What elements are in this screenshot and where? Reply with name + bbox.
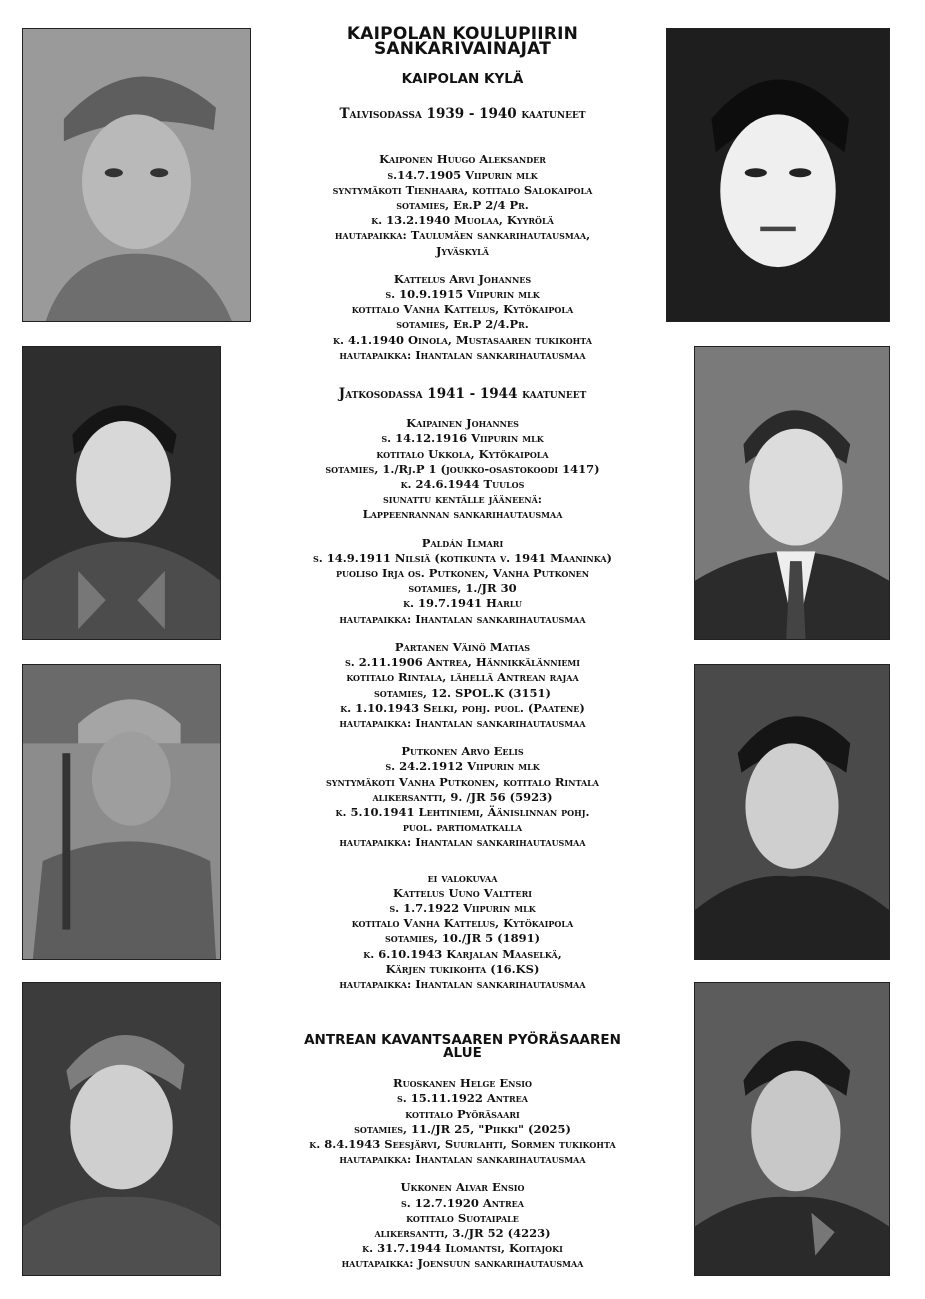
portrait-photo-1 [22,28,251,322]
entry-line: puol. partiomatkalla [402,820,523,835]
section-antrea-line-1: ANTREAN KAVANTSAAREN PYÖRÄSAAREN [304,1032,621,1049]
entry-line: sotamies, 10./JR 5 (1891) [384,931,541,946]
entry-line: k. 19.7.1941 Harlu [403,596,522,611]
entry-kattelus-arvi [250,272,675,363]
entry-line: Kattelus Arvi Johannes [393,271,532,286]
entry-line: k. 13.2.1940 Muolaa, Kyyrölä [371,213,554,228]
section-antrea-line-2: ALUE [443,1045,482,1062]
entry-line: siunattu kentälle jääneenä: [382,492,543,507]
entry-line: puoliso Irja os. Putkonen, Vanha Putkonen [335,566,590,581]
entry-line: s. 14.12.1916 Viipurin mlk [381,431,544,446]
entry-line: s. 14.9.1911 Nilsiä (kotikunta v. 1941 Maaninka) [313,550,612,565]
entry-line: kotitalo Ukkola, Kytökaipola [376,446,549,461]
entry-line: sotamies, 11./JR 25, "Piikki" (2025) [354,1121,571,1136]
entry-line: k. 8.4.1943 Seesjärvi, Suurlahti, Sormen tukikohta [309,1136,616,1151]
entry-line: k. 5.10.1941 Lehtiniemi, Äänislinnan pohj. [335,804,590,819]
entry-line: kotitalo Suotaipale [406,1210,519,1225]
entry-partanen [250,640,675,731]
portrait-photo-6 [694,664,890,960]
entry-line: sotamies, Er.P 2/4 Pr. [396,198,529,213]
entry-line: Paldán Ilmari [421,535,504,550]
village-heading: KAIPOLAN KYLÄ [401,71,524,87]
entry-kattelus-uuno [250,871,675,993]
entry-line: hautapaikka: Ihantalan sankarihautausmaa [339,347,586,362]
entry-line: hautapaikka: Ihantalan sankarihautausmaa [339,715,586,730]
entry-line: k. 24.6.1944 Tuulos [400,477,525,492]
entry-line: syntymäkoti Vanha Putkonen, kotitalo Rintala [325,774,600,789]
page-title [250,24,675,59]
entry-putkonen [250,744,675,850]
entry-line: Kärjen tukikohta (16.KS) [385,961,540,976]
entry-line: sotamies, 12. SPOL.K (3151) [374,685,551,700]
entry-line: Ukkonen Alvar Ensio [400,1180,525,1195]
portrait-photo-2 [666,28,890,322]
no-photo-note: ei valokuvaa [427,870,498,885]
entry-line: Partanen Väinö Matias [394,639,531,654]
entry-line: sotamies, 1./JR 30 [408,581,517,596]
section-winter-war: Talvisodassa 1939 - 1940 kaatuneet [339,106,586,123]
portrait-photo-7 [22,982,221,1276]
entry-line: hautapaikka: Ihantalan sankarihautausmaa [339,835,586,850]
entry-line: hautapaikka: Joensuun sankarihautausmaa [341,1256,584,1271]
entry-line: Lappeenrannan sankarihautausmaa [362,507,563,522]
entry-line: hautapaikka: Ihantalan sankarihautausmaa [339,976,586,991]
entry-line: s.14.7.1905 Viipurin mlk [387,167,538,182]
entry-paldan [250,536,675,627]
portrait-photo-8 [694,982,890,1276]
entry-line: s. 24.2.1912 Viipurin mlk [385,759,540,774]
entry-line: k. 6.10.1943 Karjalan Maaselkä, [363,946,562,961]
entry-line: alikersantti, 3./JR 52 (4223) [374,1225,551,1240]
entry-line: hautapaikka: Ihantalan sankarihautausmaa [339,611,586,626]
entry-line: k. 31.7.1944 Ilomantsi, Koitajoki [362,1241,563,1256]
entry-kaipainen [250,416,675,522]
entry-line: Kaiponen Huugo Aleksander [379,152,546,167]
entry-line: hautapaikka: Ihantalan sankarihautausmaa [339,1152,586,1167]
entry-line: s. 2.11.1906 Antrea, Hännikkälänniemi [344,655,581,670]
section-antrea [250,1034,675,1060]
entry-line: s. 12.7.1920 Antrea [401,1195,524,1210]
entry-line: kotitalo Pyöräsaari [405,1106,520,1121]
portrait-photo-4 [694,346,890,640]
entry-line: syntymäkoti Tienhaara, kotitalo Salokaipola [332,182,593,197]
entry-line: kotitalo Vanha Kattelus, Kytökaipola [351,302,574,317]
entry-line: sotamies, 1./Rj.P 1 (joukko-osastokoodi 1417) [325,461,600,476]
entry-kaiponen [250,152,675,258]
entry-line: s. 10.9.1915 Viipurin mlk [385,287,540,302]
portrait-photo-5 [22,664,221,960]
portrait-photo-3 [22,346,221,640]
entry-line: Ruoskanen Helge Ensio [393,1076,532,1091]
entry-ruoskanen [250,1076,675,1167]
title-line-2: SANKARIVAINAJAT [373,39,551,59]
entry-line: Putkonen Arvo Eelis [401,744,524,759]
title-line-1: KAIPOLAN KOULUPIIRIN [346,24,579,44]
entry-line: kotitalo Rintala, lähellä Antrean rajaa [346,670,579,685]
entry-line: k. 1.10.1943 Selki, pohj. puol. (Paatene) [340,700,585,715]
entry-line: s. 1.7.1922 Viipurin mlk [389,900,536,915]
entry-line: k. 4.1.1940 Oinola, Mustasaaren tukikohta [333,332,592,347]
entry-line: Kattelus Uuno Valtteri [393,885,532,900]
entry-line: Kaipainen Johannes [406,416,519,431]
entry-line: hautapaikka: Taulumäen sankarihautausmaa, [334,228,591,243]
entry-line: Jyväskylä [435,243,489,258]
entry-ukkonen [250,1180,675,1271]
entry-line: s. 15.11.1922 Antrea [397,1091,528,1106]
entry-line: sotamies, Er.P 2/4.Pr. [396,317,529,332]
entry-line: alikersantti, 9. /JR 56 (5923) [372,789,553,804]
section-continuation-war: Jatkosodassa 1941 - 1944 kaatuneet [338,386,587,403]
entry-line: kotitalo Vanha Kattelus, Kytökaipola [351,916,574,931]
memorial-text-column [250,72,675,1272]
